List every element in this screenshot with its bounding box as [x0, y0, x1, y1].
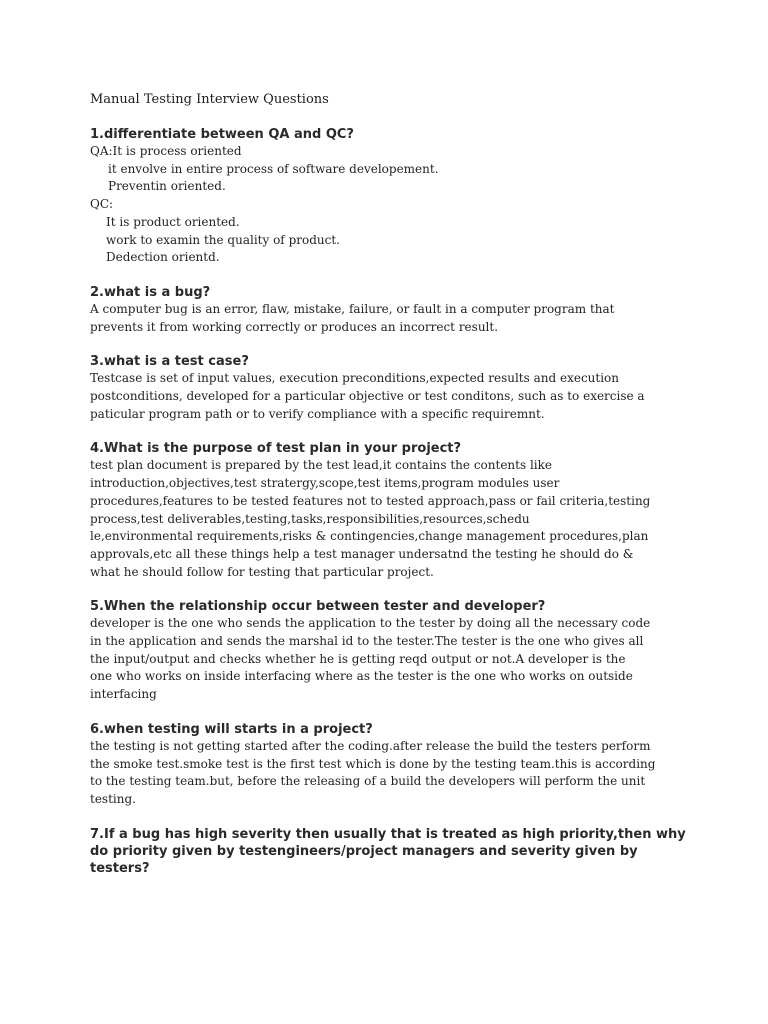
answer-line: in the application and sends the marshal id to the tester.The tester is the one who gives all	[90, 634, 644, 649]
question-heading: 3.what is a test case?	[90, 354, 249, 370]
answer-line: work to examin the quality of product.	[106, 232, 340, 247]
answer-line: test plan document is prepared by the test lead,it contains the contents like	[90, 458, 552, 473]
answer-line: developer is the one who sends the application to the tester by doing all the necessary code	[90, 616, 651, 631]
answer-line: A computer bug is an error, flaw, mistake, failure, or fault in a computer program that	[90, 301, 615, 316]
answer-line: le,environmental requirements,risks & contingencies,change management procedures,plan	[90, 529, 649, 544]
qa-section-6	[90, 721, 690, 809]
answer-line: Dedection orientd.	[106, 250, 220, 265]
answer-line: Preventin oriented.	[108, 179, 226, 194]
answer-line: one who works on inside interfacing where as the tester is the one who works on outside	[90, 669, 633, 684]
question-heading: 4.What is the purpose of test plan in your project?	[90, 441, 462, 457]
answer-line: procedures,features to be tested features not to tested approach,pass or fail criteria,testing	[90, 493, 651, 508]
question-heading: 1.differentiate between QA and QC?	[90, 127, 354, 142]
answer-line: Testcase is set of input values, execution preconditions,expected results and execution	[90, 371, 620, 386]
qa-section-7	[90, 826, 690, 877]
answer-line: It is product oriented.	[106, 214, 240, 229]
answer-line: postconditions, developed for a particular objective or test conditons, such as to exercise a	[90, 389, 645, 404]
qa-section-3	[90, 353, 690, 423]
answer-line: QC:	[90, 197, 114, 212]
qa-section-1	[90, 126, 690, 267]
answer-line: prevents it from working correctly or produces an incorrect result.	[90, 319, 499, 334]
answer-line: paticular program path or to verify compliance with a specific requiremnt.	[90, 406, 545, 421]
qa-section-5	[90, 598, 690, 704]
answer-line: interfacing	[90, 687, 157, 702]
answer-line: QA:It is process oriented	[90, 144, 242, 158]
answer-line: the input/output and checks whether he is getting reqd output or not.A developer is the	[90, 651, 626, 666]
answer-line: the testing is not getting started after the coding.after release the build the testers perform	[90, 738, 651, 753]
question-heading: 5.When the relationship occur between tester and developer?	[90, 599, 546, 615]
document-page	[90, 91, 690, 894]
question-heading: 6.when testing will starts in a project?	[90, 721, 373, 737]
answer-line: to the testing team.but, before the releasing of a build the developers will perform the unit	[90, 774, 646, 789]
answer-line: approvals,etc all these things help a test manager undersatnd the testing he should do &	[90, 546, 634, 561]
qa-section-2	[90, 284, 690, 336]
answer-line: the smoke test.smoke test is the first test which is done by the testing team.this is according	[90, 756, 656, 771]
question-heading: 7.If a bug has high severity then usually that is treated as high priority,then why do priority given by testengineers/project managers and severity given by testers?	[90, 826, 686, 876]
answer-line: what he should follow for testing that particular project.	[90, 564, 434, 579]
answer-line: it envolve in entire process of software developement.	[108, 161, 439, 176]
question-heading: 2.what is a bug?	[90, 284, 211, 300]
document-title: Manual Testing Interview Questions	[90, 92, 329, 107]
answer-line: introduction,objectives,test stratergy,scope,test items,program modules user	[90, 476, 560, 491]
qa-section-4	[90, 440, 690, 581]
answer-line: process,test deliverables,testing,tasks,responsibilities,resources,schedu	[90, 511, 530, 526]
answer-line: testing.	[90, 791, 136, 806]
